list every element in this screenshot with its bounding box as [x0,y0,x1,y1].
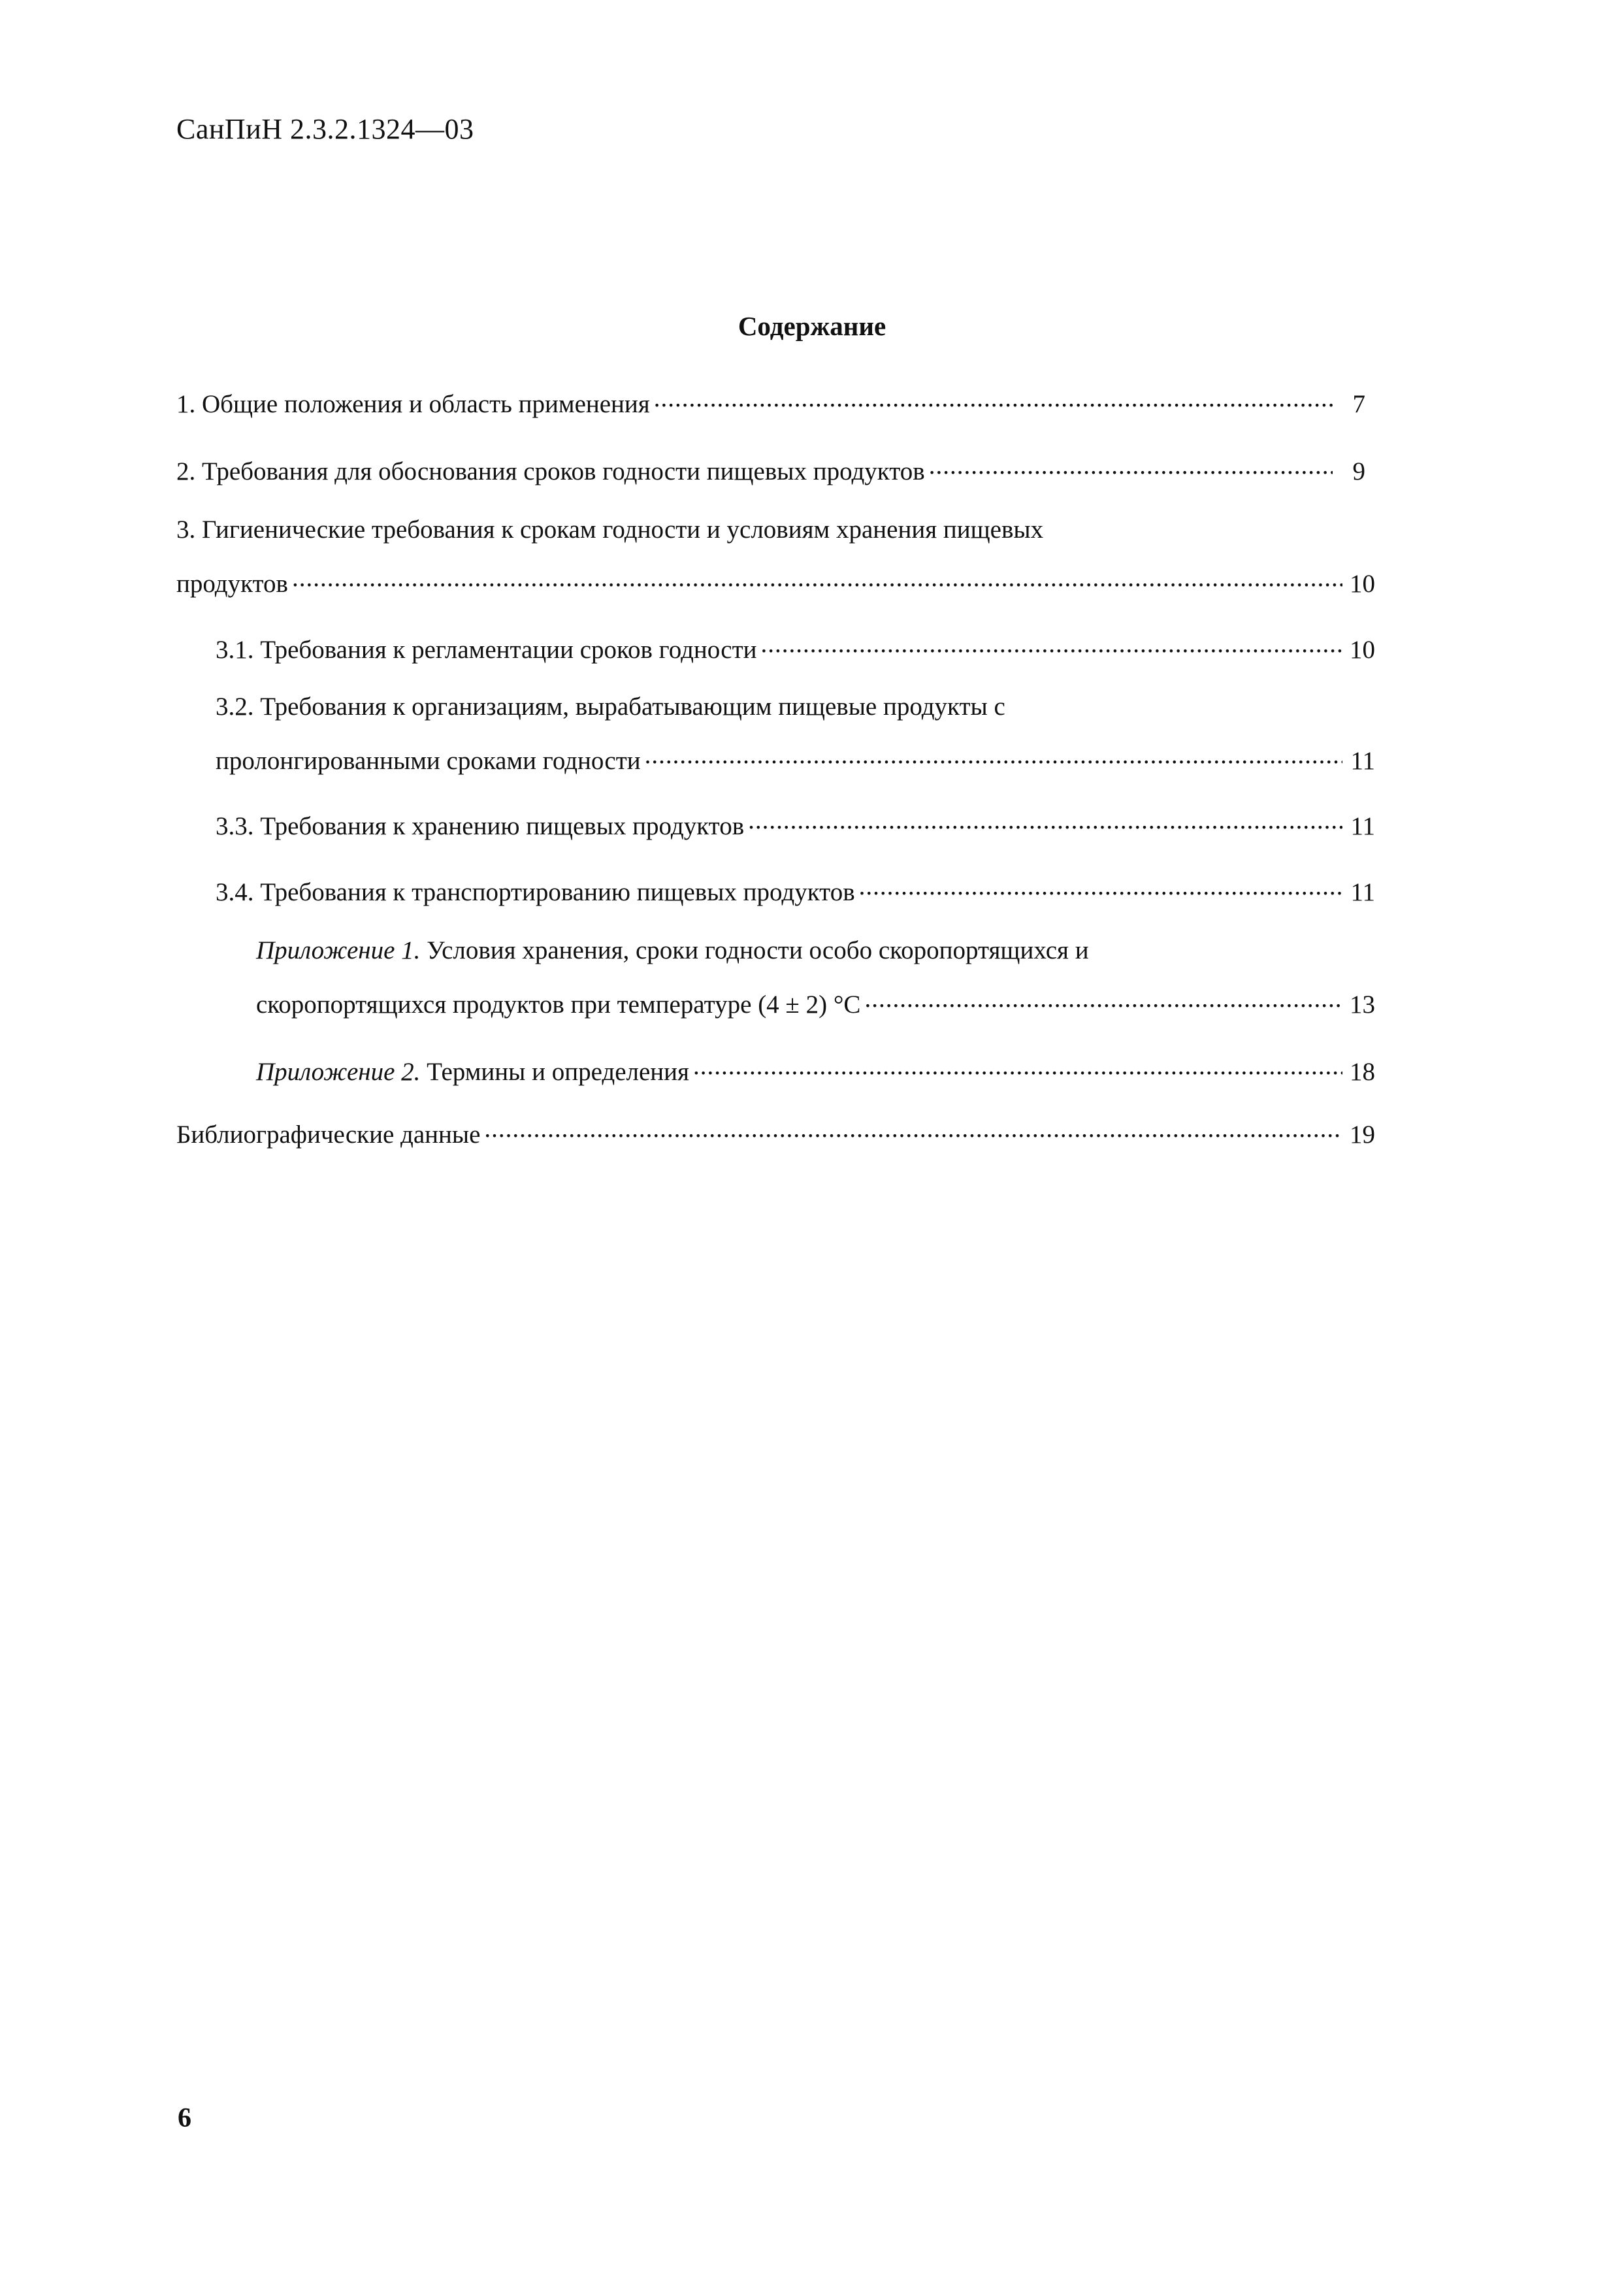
toc-entry-3-3 [216,809,1375,839]
leader-dots [292,566,1342,592]
toc-entry-page: 18 [1350,1058,1375,1086]
leader-dots [859,875,1342,900]
toc-entry-3-line1: 3. Гигиенические требования к срокам годности и условиям хранения пищевых [176,516,1044,544]
toc-appendix-1 [256,987,1375,1017]
toc-title: Содержание [738,311,886,341]
toc-entry-label: 3.1. Требования к регламентации сроков годности [216,636,757,664]
toc-entry-label: 2. Требования для обоснования сроков годности пищевых продуктов [176,457,925,485]
toc-entry-label: 3.3. Требования к хранению пищевых продуктов [216,812,745,840]
toc-entry-page: 9 [1352,457,1365,485]
toc-entry-page: 19 [1350,1121,1375,1149]
toc-entry-1 [176,387,1365,417]
leader-dots [484,1117,1342,1143]
toc-entry-page: 13 [1350,991,1375,1019]
toc-appendix-2 [256,1055,1375,1085]
toc-entry-3-4 [216,875,1375,905]
toc-entry-label: 1. Общие положения и область применения [176,390,650,418]
toc-entry-label [256,1059,689,1085]
toc-appendix-1-line1 [256,938,1089,963]
toc-entry-label: скоропортящихся продуктов при температуре (4 ± 2) °С [256,991,861,1019]
toc-entry-3-2-line1: 3.2. Требования к организациям, вырабатывающим пищевые продукты с [216,693,1005,721]
toc-entry-bibliography [176,1117,1375,1147]
toc-entry-page: 11 [1350,812,1375,840]
toc-entry-label: Библиографические данные [176,1121,481,1149]
toc-entry-page: 10 [1350,570,1375,598]
toc-entry-page: 10 [1350,636,1375,664]
page-number: 6 [178,2103,191,2133]
toc-entry-page: 7 [1352,390,1365,418]
leader-dots [645,744,1342,769]
appendix-2-title: Термины и определения [420,1058,689,1086]
toc-entry-2 [176,454,1365,484]
toc-entry-3 [176,566,1375,597]
leader-dots [929,454,1333,480]
toc-entry-page: 11 [1350,747,1375,775]
leader-dots [748,809,1342,834]
appendix-2-prefix: Приложение 2. [256,1058,421,1086]
toc-entry-label: продуктов [176,570,288,598]
appendix-1-prefix: Приложение 1. [256,936,421,964]
leader-dots [864,987,1342,1013]
toc-entry-3-1 [216,632,1375,663]
leader-dots [654,387,1333,412]
toc-entry-label: пролонгированными сроками годности [216,747,641,775]
document-code-header: СанПиН 2.3.2.1324—03 [176,113,474,145]
leader-dots [760,632,1342,658]
appendix-1-title-line1: Условия хранения, сроки годности особо скоропортящихся и [420,936,1089,964]
toc-entry-page: 11 [1350,878,1375,906]
toc-entry-3-2 [216,744,1375,774]
toc-entry-label: 3.4. Требования к транспортированию пищевых продуктов [216,878,855,906]
leader-dots [693,1055,1342,1080]
